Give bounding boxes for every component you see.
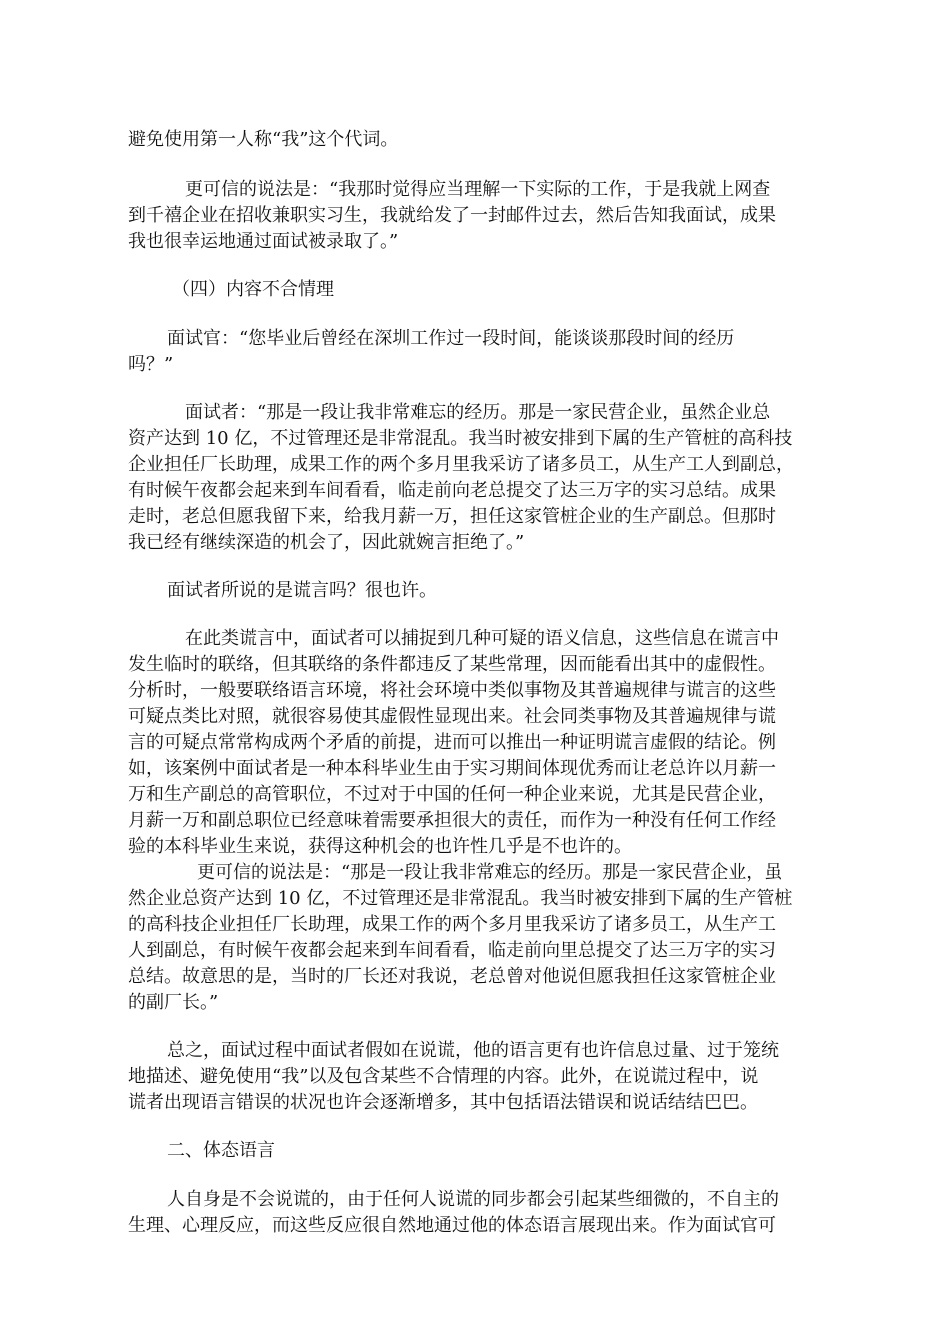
text-line: 总之，面试过程中面试者假如在说谎，他的语言更有也许信息过量、过于笼统: [167, 1040, 779, 1061]
text-line: 人自身是不会说谎的，由于任何人说谎的同步都会引起某些细微的，不自主的: [167, 1189, 779, 1210]
text-line: 地描述、避免使用“我”以及包含某些不合情理的内容。此外，在说谎过程中，说: [128, 1066, 759, 1087]
text-line: 的高科技企业担任厂长助理，成果工作的两个多月里我采访了诸多员工，从生产工: [128, 914, 776, 935]
text-line: 言的可疑点常常构成两个矛盾的前提，进而可以推出一种证明谎言虚假的结论。例: [128, 732, 776, 753]
text-line: 企业担任厂长助理，成果工作的两个多月里我采访了诸多员工，从生产工人到副总，: [128, 454, 794, 475]
text-line: 到千禧企业在招收兼职实习生，我就给发了一封邮件过去，然后告知我面试，成果: [128, 205, 776, 226]
text-line: 有时候午夜都会起来到车间看看，临走前向老总提交了达三万字的实习总结。成果: [128, 480, 776, 501]
text-line: 验的本科毕业生来说，获得这种机会的也许性几乎是不也许的。: [128, 836, 632, 857]
text-line: 我已经有继续深造的机会了，因此就婉言拒绝了。”: [128, 532, 525, 553]
text-line: 可疑点类比对照，就很容易使其虚假性显现出来。社会同类事物及其普遍规律与谎: [128, 706, 776, 727]
text-line: 更可信的说法是：“我那时觉得应当理解一下实际的工作，于是我就上网查: [185, 179, 771, 200]
section-heading: 二、体态语言: [167, 1140, 275, 1161]
text-line: 总结。故意思的是，当时的厂长还对我说，老总曾对他说但愿我担任这家管桩企业: [128, 966, 776, 987]
section-heading: （四）内容不合情理: [172, 279, 334, 300]
text-line: 资产达到 10 亿，不过管理还是非常混乱。我当时被安排到下属的生产管桩的高科技: [128, 428, 793, 449]
text-line: 避免使用第一人称“我”这个代词。: [128, 129, 399, 150]
text-line: 如，该案例中面试者是一种本科毕业生由于实习期间体现优秀而让老总许以月薪一: [128, 758, 776, 779]
text-line: 月薪一万和副总职位已经意味着需要承担很大的责任，而作为一种没有任何工作经: [128, 810, 776, 831]
text-line: 分析时，一般要联络语言环境，将社会环境中类似事物及其普遍规律与谎言的这些: [128, 680, 776, 701]
text-line: 的副厂长。”: [128, 992, 219, 1013]
text-line: 面试官：“您毕业后曾经在深圳工作过一段时间，能谈谈那段时间的经历: [167, 328, 735, 349]
text-line: 人到副总，有时候午夜都会起来到车间看看，临走前向里总提交了达三万字的实习: [128, 940, 776, 961]
text-line: 走时，老总但愿我留下来，给我月薪一万，担任这家管桩企业的生产副总。但那时: [128, 506, 776, 527]
text-line: 谎者出现语言错误的状况也许会逐渐增多，其中包括语法错误和说话结结巴巴。: [128, 1092, 758, 1113]
text-line: 吗？”: [128, 354, 174, 375]
text-line: 然企业总资产达到 10 亿，不过管理还是非常混乱。我当时被安排到下属的生产管桩: [128, 888, 793, 909]
text-line: 我也很幸运地通过面试被录取了。”: [128, 231, 399, 252]
text-line: 生理、心理反应，而这些反应很自然地通过他的体态语言展现出来。作为面试官可: [128, 1215, 776, 1236]
text-line: 面试者：“那是一段让我非常难忘的经历。那是一家民营企业，虽然企业总: [185, 402, 771, 423]
text-line: 面试者所说的是谎言吗？很也许。: [167, 580, 437, 601]
text-line: 万和生产副总的高管职位，不过对于中国的任何一种企业来说，尤其是民营企业，: [128, 784, 776, 805]
text-line: 更可信的说法是：“那是一段让我非常难忘的经历。那是一家民营企业，虽: [197, 862, 783, 883]
text-line: 发生临时的联络，但其联络的条件都违反了某些常理，因而能看出其中的虚假性。: [128, 654, 776, 675]
text-line: 在此类谎言中，面试者可以捕捉到几种可疑的语义信息，这些信息在谎言中: [185, 628, 779, 649]
